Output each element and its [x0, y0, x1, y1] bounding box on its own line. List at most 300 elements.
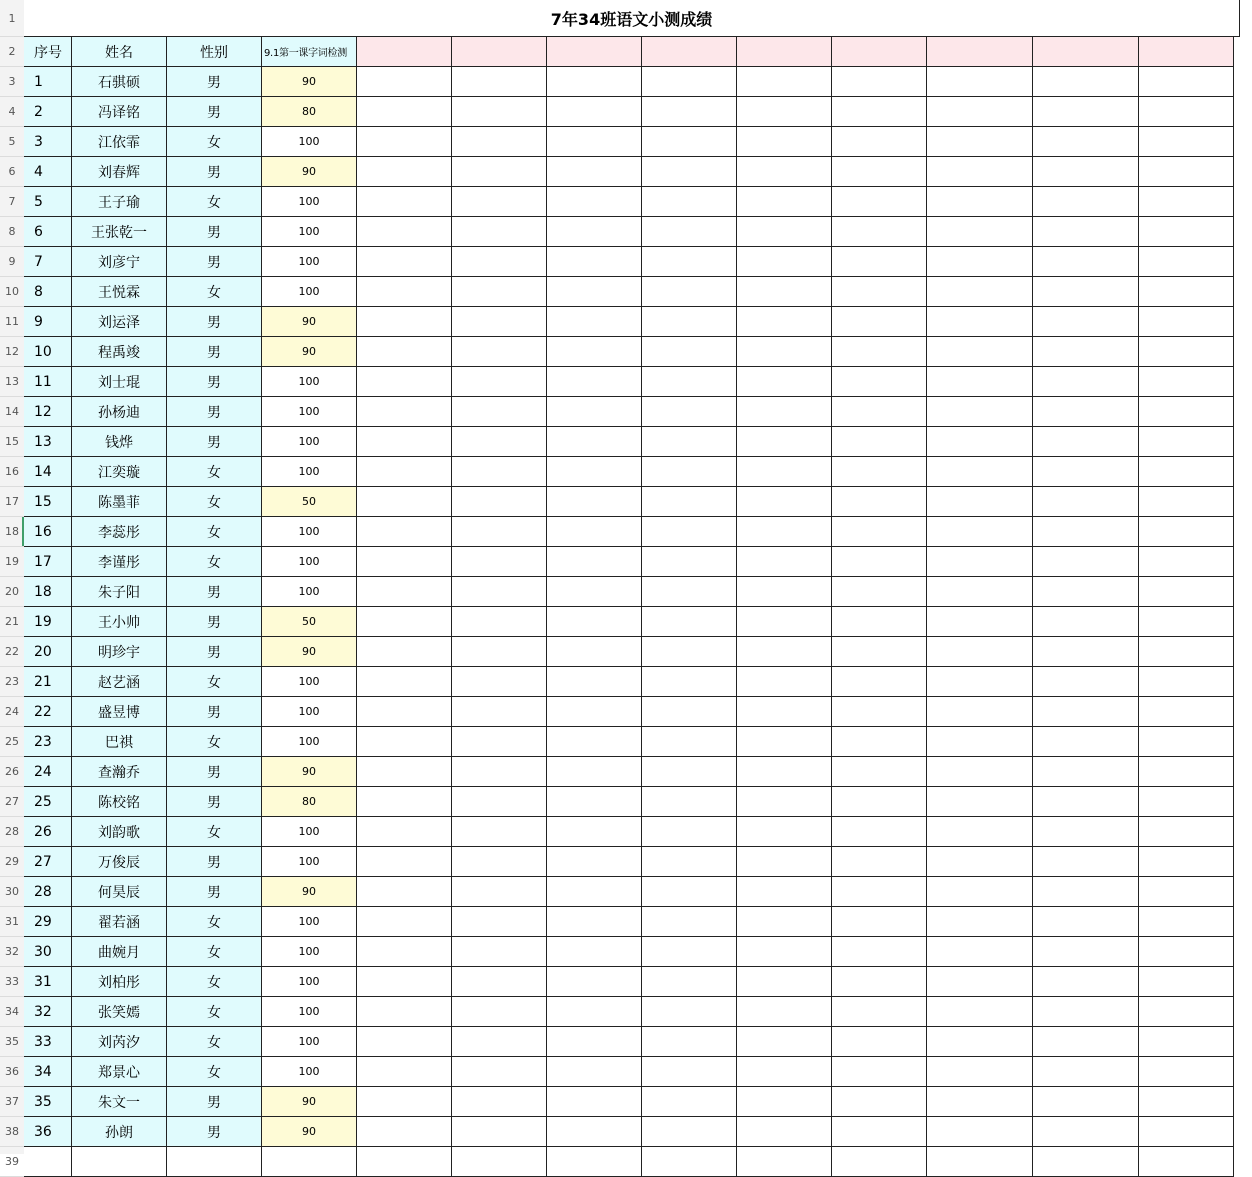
- empty-cell[interactable]: [642, 367, 737, 397]
- row-number[interactable]: 4: [0, 97, 24, 127]
- student-index[interactable]: 6: [24, 217, 72, 247]
- empty-cell[interactable]: [927, 577, 1033, 607]
- student-score[interactable]: 80: [262, 787, 357, 817]
- empty-cell[interactable]: [737, 457, 832, 487]
- empty-cell[interactable]: [642, 157, 737, 187]
- empty-cell[interactable]: [737, 817, 832, 847]
- student-name[interactable]: 王悦霖: [72, 277, 167, 307]
- student-gender[interactable]: 女: [167, 187, 262, 217]
- student-name[interactable]: 李谨彤: [72, 547, 167, 577]
- empty-cell[interactable]: [642, 697, 737, 727]
- student-name[interactable]: 刘柏彤: [72, 967, 167, 997]
- empty-cell[interactable]: [832, 427, 927, 457]
- empty-cell[interactable]: [357, 997, 452, 1027]
- empty-cell[interactable]: [1139, 757, 1234, 787]
- empty-cell[interactable]: [832, 247, 927, 277]
- empty-cell[interactable]: [927, 1057, 1033, 1087]
- empty-cell[interactable]: [547, 457, 642, 487]
- empty-cell[interactable]: [737, 517, 832, 547]
- empty-cell[interactable]: [547, 247, 642, 277]
- student-score[interactable]: 100: [262, 727, 357, 757]
- empty-cell[interactable]: [927, 697, 1033, 727]
- empty-cell[interactable]: [927, 907, 1033, 937]
- empty-cell[interactable]: [452, 937, 547, 967]
- empty-cell[interactable]: [547, 1027, 642, 1057]
- student-index[interactable]: 34: [24, 1057, 72, 1087]
- empty-cell[interactable]: [1033, 577, 1139, 607]
- empty-cell[interactable]: [832, 1087, 927, 1117]
- student-score[interactable]: 90: [262, 157, 357, 187]
- student-name[interactable]: 王张乾一: [72, 217, 167, 247]
- empty-cell[interactable]: [1033, 1117, 1139, 1147]
- row-number[interactable]: 37: [0, 1087, 24, 1117]
- empty-cell[interactable]: [927, 97, 1033, 127]
- empty-cell[interactable]: [357, 757, 452, 787]
- empty-cell[interactable]: [547, 937, 642, 967]
- empty-cell[interactable]: [1033, 277, 1139, 307]
- empty-cell[interactable]: [1139, 1147, 1234, 1177]
- empty-cell[interactable]: [927, 607, 1033, 637]
- header-test-score[interactable]: 9.1第一课字词检测: [262, 37, 357, 67]
- empty-cell[interactable]: [927, 817, 1033, 847]
- student-index[interactable]: 33: [24, 1027, 72, 1057]
- empty-cell[interactable]: [547, 1117, 642, 1147]
- student-gender[interactable]: 男: [167, 1087, 262, 1117]
- empty-cell[interactable]: [1033, 97, 1139, 127]
- student-gender[interactable]: 女: [167, 1027, 262, 1057]
- empty-cell[interactable]: [1139, 607, 1234, 637]
- empty-cell[interactable]: [642, 487, 737, 517]
- student-name[interactable]: 陈校铭: [72, 787, 167, 817]
- empty-cell[interactable]: [927, 247, 1033, 277]
- student-score[interactable]: 100: [262, 1057, 357, 1087]
- student-score[interactable]: 50: [262, 487, 357, 517]
- student-gender[interactable]: 男: [167, 337, 262, 367]
- student-index[interactable]: 8: [24, 277, 72, 307]
- empty-cell[interactable]: [547, 877, 642, 907]
- empty-cell[interactable]: [832, 457, 927, 487]
- empty-cell[interactable]: [1139, 427, 1234, 457]
- student-index[interactable]: 31: [24, 967, 72, 997]
- empty-cell[interactable]: [452, 1117, 547, 1147]
- empty-cell[interactable]: [737, 1147, 832, 1177]
- empty-cell[interactable]: [547, 277, 642, 307]
- empty-cell[interactable]: [642, 457, 737, 487]
- student-score[interactable]: 100: [262, 817, 357, 847]
- empty-cell[interactable]: [737, 1057, 832, 1087]
- empty-cell[interactable]: [1139, 577, 1234, 607]
- empty-cell[interactable]: [357, 937, 452, 967]
- row-number[interactable]: 6: [0, 157, 24, 187]
- empty-cell[interactable]: [547, 1087, 642, 1117]
- empty-cell[interactable]: [642, 307, 737, 337]
- empty-cell[interactable]: [832, 157, 927, 187]
- empty-cell[interactable]: [1033, 337, 1139, 367]
- empty-cell[interactable]: [357, 877, 452, 907]
- student-score[interactable]: 100: [262, 697, 357, 727]
- empty-cell[interactable]: [642, 37, 737, 67]
- student-score[interactable]: 100: [262, 967, 357, 997]
- row-number[interactable]: 9: [0, 247, 24, 277]
- empty-cell[interactable]: [452, 67, 547, 97]
- empty-cell[interactable]: [452, 967, 547, 997]
- student-name[interactable]: 刘彦宁: [72, 247, 167, 277]
- student-gender[interactable]: 男: [167, 577, 262, 607]
- empty-cell[interactable]: [927, 367, 1033, 397]
- student-index[interactable]: 3: [24, 127, 72, 157]
- empty-cell[interactable]: [357, 127, 452, 157]
- empty-cell[interactable]: [357, 307, 452, 337]
- empty-cell[interactable]: [167, 1147, 262, 1177]
- empty-cell[interactable]: [1139, 1027, 1234, 1057]
- empty-cell[interactable]: [737, 67, 832, 97]
- empty-cell[interactable]: [452, 97, 547, 127]
- student-gender[interactable]: 男: [167, 877, 262, 907]
- empty-cell[interactable]: [547, 847, 642, 877]
- empty-cell[interactable]: [1033, 547, 1139, 577]
- empty-cell[interactable]: [1139, 187, 1234, 217]
- empty-cell[interactable]: [737, 367, 832, 397]
- empty-cell[interactable]: [452, 427, 547, 457]
- empty-cell[interactable]: [357, 37, 452, 67]
- empty-cell[interactable]: [927, 997, 1033, 1027]
- student-score[interactable]: 100: [262, 427, 357, 457]
- empty-cell[interactable]: [737, 127, 832, 157]
- empty-cell[interactable]: [452, 877, 547, 907]
- empty-cell[interactable]: [737, 997, 832, 1027]
- empty-cell[interactable]: [1033, 1087, 1139, 1117]
- row-number[interactable]: 24: [0, 697, 24, 727]
- empty-cell[interactable]: [642, 1117, 737, 1147]
- row-number[interactable]: 8: [0, 217, 24, 247]
- empty-cell[interactable]: [1139, 877, 1234, 907]
- empty-cell[interactable]: [1139, 397, 1234, 427]
- empty-cell[interactable]: [927, 67, 1033, 97]
- empty-cell[interactable]: [1139, 307, 1234, 337]
- student-score[interactable]: 100: [262, 217, 357, 247]
- empty-cell[interactable]: [547, 757, 642, 787]
- student-gender[interactable]: 女: [167, 547, 262, 577]
- student-score[interactable]: 100: [262, 997, 357, 1027]
- empty-cell[interactable]: [737, 1117, 832, 1147]
- student-score[interactable]: 100: [262, 907, 357, 937]
- empty-cell[interactable]: [547, 817, 642, 847]
- empty-cell[interactable]: [452, 217, 547, 247]
- row-number[interactable]: 31: [0, 907, 24, 937]
- empty-cell[interactable]: [1139, 277, 1234, 307]
- empty-cell[interactable]: [1033, 487, 1139, 517]
- empty-cell[interactable]: [927, 337, 1033, 367]
- empty-cell[interactable]: [642, 1057, 737, 1087]
- empty-cell[interactable]: [927, 217, 1033, 247]
- empty-cell[interactable]: [642, 397, 737, 427]
- empty-cell[interactable]: [1033, 937, 1139, 967]
- empty-cell[interactable]: [737, 757, 832, 787]
- empty-cell[interactable]: [642, 727, 737, 757]
- empty-cell[interactable]: [547, 517, 642, 547]
- empty-cell[interactable]: [1139, 517, 1234, 547]
- student-gender[interactable]: 女: [167, 1057, 262, 1087]
- student-name[interactable]: 朱文一: [72, 1087, 167, 1117]
- student-name[interactable]: 万俊辰: [72, 847, 167, 877]
- empty-cell[interactable]: [927, 667, 1033, 697]
- empty-cell[interactable]: [927, 1117, 1033, 1147]
- student-index[interactable]: 26: [24, 817, 72, 847]
- student-name[interactable]: 江依霏: [72, 127, 167, 157]
- empty-cell[interactable]: [547, 367, 642, 397]
- empty-cell[interactable]: [1139, 667, 1234, 697]
- student-gender[interactable]: 女: [167, 817, 262, 847]
- student-name[interactable]: 何昊辰: [72, 877, 167, 907]
- row-number[interactable]: 15: [0, 427, 24, 457]
- student-gender[interactable]: 女: [167, 727, 262, 757]
- student-index[interactable]: 10: [24, 337, 72, 367]
- empty-cell[interactable]: [1033, 997, 1139, 1027]
- student-score[interactable]: 100: [262, 457, 357, 487]
- student-index[interactable]: 28: [24, 877, 72, 907]
- student-name[interactable]: 翟若涵: [72, 907, 167, 937]
- student-index[interactable]: 16: [24, 517, 72, 547]
- empty-cell[interactable]: [547, 337, 642, 367]
- empty-cell[interactable]: [357, 277, 452, 307]
- empty-cell[interactable]: [1139, 337, 1234, 367]
- empty-cell[interactable]: [927, 427, 1033, 457]
- student-index[interactable]: 19: [24, 607, 72, 637]
- empty-cell[interactable]: [452, 1087, 547, 1117]
- student-index[interactable]: 23: [24, 727, 72, 757]
- student-gender[interactable]: 男: [167, 847, 262, 877]
- empty-cell[interactable]: [452, 547, 547, 577]
- empty-cell[interactable]: [547, 427, 642, 457]
- empty-cell[interactable]: [452, 397, 547, 427]
- empty-cell[interactable]: [1033, 667, 1139, 697]
- row-number[interactable]: 21: [0, 607, 24, 637]
- empty-cell[interactable]: [357, 577, 452, 607]
- empty-cell[interactable]: [1139, 547, 1234, 577]
- row-number[interactable]: 20: [0, 577, 24, 607]
- empty-cell[interactable]: [832, 547, 927, 577]
- empty-cell[interactable]: [452, 457, 547, 487]
- empty-cell[interactable]: [357, 637, 452, 667]
- empty-cell[interactable]: [642, 127, 737, 157]
- empty-cell[interactable]: [547, 1147, 642, 1177]
- empty-cell[interactable]: [642, 637, 737, 667]
- empty-cell[interactable]: [832, 637, 927, 667]
- empty-cell[interactable]: [642, 247, 737, 277]
- empty-cell[interactable]: [1139, 937, 1234, 967]
- student-gender[interactable]: 男: [167, 757, 262, 787]
- empty-cell[interactable]: [357, 247, 452, 277]
- empty-cell[interactable]: [357, 487, 452, 517]
- student-score[interactable]: 100: [262, 247, 357, 277]
- student-name[interactable]: 刘运泽: [72, 307, 167, 337]
- empty-cell[interactable]: [832, 877, 927, 907]
- row-number[interactable]: 33: [0, 967, 24, 997]
- empty-cell[interactable]: [357, 1117, 452, 1147]
- student-gender[interactable]: 男: [167, 397, 262, 427]
- empty-cell[interactable]: [737, 307, 832, 337]
- empty-cell[interactable]: [737, 577, 832, 607]
- empty-cell[interactable]: [927, 877, 1033, 907]
- empty-cell[interactable]: [452, 127, 547, 157]
- empty-cell[interactable]: [737, 1087, 832, 1117]
- student-score[interactable]: 100: [262, 547, 357, 577]
- empty-cell[interactable]: [642, 607, 737, 637]
- empty-cell[interactable]: [452, 787, 547, 817]
- row-number[interactable]: 39: [0, 1147, 24, 1177]
- student-name[interactable]: 王小帅: [72, 607, 167, 637]
- empty-cell[interactable]: [452, 667, 547, 697]
- empty-cell[interactable]: [547, 97, 642, 127]
- empty-cell[interactable]: [72, 1147, 167, 1177]
- empty-cell[interactable]: [1139, 817, 1234, 847]
- empty-cell[interactable]: [357, 667, 452, 697]
- empty-cell[interactable]: [927, 967, 1033, 997]
- student-gender[interactable]: 女: [167, 967, 262, 997]
- row-number[interactable]: 12: [0, 337, 24, 367]
- empty-cell[interactable]: [1139, 637, 1234, 667]
- empty-cell[interactable]: [832, 97, 927, 127]
- empty-cell[interactable]: [737, 427, 832, 457]
- empty-cell[interactable]: [357, 907, 452, 937]
- empty-cell[interactable]: [452, 1027, 547, 1057]
- empty-cell[interactable]: [547, 637, 642, 667]
- empty-cell[interactable]: [927, 1147, 1033, 1177]
- student-index[interactable]: 29: [24, 907, 72, 937]
- student-score[interactable]: 100: [262, 577, 357, 607]
- empty-cell[interactable]: [357, 367, 452, 397]
- empty-cell[interactable]: [642, 667, 737, 697]
- empty-cell[interactable]: [452, 517, 547, 547]
- empty-cell[interactable]: [642, 817, 737, 847]
- student-index[interactable]: 30: [24, 937, 72, 967]
- empty-cell[interactable]: [642, 757, 737, 787]
- empty-cell[interactable]: [927, 127, 1033, 157]
- empty-cell[interactable]: [927, 787, 1033, 817]
- student-index[interactable]: 5: [24, 187, 72, 217]
- empty-cell[interactable]: [547, 1057, 642, 1087]
- empty-cell[interactable]: [357, 337, 452, 367]
- empty-cell[interactable]: [452, 577, 547, 607]
- empty-cell[interactable]: [1033, 67, 1139, 97]
- empty-cell[interactable]: [832, 37, 927, 67]
- row-number[interactable]: 38: [0, 1117, 24, 1147]
- empty-cell[interactable]: [737, 337, 832, 367]
- student-gender[interactable]: 女: [167, 457, 262, 487]
- student-gender[interactable]: 女: [167, 937, 262, 967]
- empty-cell[interactable]: [927, 187, 1033, 217]
- empty-cell[interactable]: [452, 907, 547, 937]
- empty-cell[interactable]: [642, 337, 737, 367]
- empty-cell[interactable]: [832, 517, 927, 547]
- row-number[interactable]: 34: [0, 997, 24, 1027]
- student-gender[interactable]: 女: [167, 277, 262, 307]
- empty-cell[interactable]: [452, 367, 547, 397]
- student-score[interactable]: 90: [262, 67, 357, 97]
- header-index[interactable]: 序号: [24, 37, 72, 67]
- empty-cell[interactable]: [452, 697, 547, 727]
- row-number[interactable]: 19: [0, 547, 24, 577]
- empty-cell[interactable]: [1139, 97, 1234, 127]
- student-index[interactable]: 35: [24, 1087, 72, 1117]
- empty-cell[interactable]: [737, 277, 832, 307]
- empty-cell[interactable]: [1033, 757, 1139, 787]
- student-name[interactable]: 刘士琨: [72, 367, 167, 397]
- row-number[interactable]: 7: [0, 187, 24, 217]
- student-index[interactable]: 21: [24, 667, 72, 697]
- empty-cell[interactable]: [927, 397, 1033, 427]
- student-score[interactable]: 50: [262, 607, 357, 637]
- empty-cell[interactable]: [832, 337, 927, 367]
- student-score[interactable]: 100: [262, 847, 357, 877]
- empty-cell[interactable]: [357, 1147, 452, 1177]
- empty-cell[interactable]: [642, 277, 737, 307]
- student-gender[interactable]: 男: [167, 217, 262, 247]
- empty-cell[interactable]: [1139, 787, 1234, 817]
- empty-cell[interactable]: [547, 397, 642, 427]
- empty-cell[interactable]: [832, 187, 927, 217]
- student-gender[interactable]: 男: [167, 427, 262, 457]
- row-number[interactable]: 28: [0, 817, 24, 847]
- empty-cell[interactable]: [642, 1087, 737, 1117]
- empty-cell[interactable]: [832, 577, 927, 607]
- empty-cell[interactable]: [1139, 847, 1234, 877]
- empty-cell[interactable]: [832, 217, 927, 247]
- empty-cell[interactable]: [737, 187, 832, 217]
- empty-cell[interactable]: [737, 727, 832, 757]
- empty-cell[interactable]: [737, 157, 832, 187]
- empty-cell[interactable]: [452, 37, 547, 67]
- empty-cell[interactable]: [452, 337, 547, 367]
- student-gender[interactable]: 女: [167, 517, 262, 547]
- empty-cell[interactable]: [832, 307, 927, 337]
- empty-cell[interactable]: [832, 817, 927, 847]
- row-number[interactable]: 17: [0, 487, 24, 517]
- empty-cell[interactable]: [357, 847, 452, 877]
- empty-cell[interactable]: [452, 847, 547, 877]
- student-index[interactable]: 36: [24, 1117, 72, 1147]
- row-number[interactable]: 27: [0, 787, 24, 817]
- empty-cell[interactable]: [1139, 67, 1234, 97]
- empty-cell[interactable]: [832, 367, 927, 397]
- student-name[interactable]: 石骐硕: [72, 67, 167, 97]
- empty-cell[interactable]: [547, 37, 642, 67]
- empty-cell[interactable]: [927, 517, 1033, 547]
- empty-cell[interactable]: [1033, 697, 1139, 727]
- empty-cell[interactable]: [357, 217, 452, 247]
- empty-cell[interactable]: [832, 1117, 927, 1147]
- empty-cell[interactable]: [547, 997, 642, 1027]
- student-gender[interactable]: 男: [167, 1117, 262, 1147]
- student-score[interactable]: 100: [262, 397, 357, 427]
- empty-cell[interactable]: [452, 247, 547, 277]
- empty-cell[interactable]: [452, 307, 547, 337]
- empty-cell[interactable]: [737, 37, 832, 67]
- empty-cell[interactable]: [1139, 967, 1234, 997]
- student-name[interactable]: 曲婉月: [72, 937, 167, 967]
- empty-cell[interactable]: [357, 787, 452, 817]
- empty-cell[interactable]: [357, 1087, 452, 1117]
- empty-cell[interactable]: [737, 217, 832, 247]
- student-index[interactable]: 2: [24, 97, 72, 127]
- empty-cell[interactable]: [547, 967, 642, 997]
- empty-cell[interactable]: [832, 907, 927, 937]
- empty-cell[interactable]: [832, 757, 927, 787]
- empty-cell[interactable]: [1033, 217, 1139, 247]
- empty-cell[interactable]: [927, 937, 1033, 967]
- row-number[interactable]: 16: [0, 457, 24, 487]
- row-number[interactable]: 14: [0, 397, 24, 427]
